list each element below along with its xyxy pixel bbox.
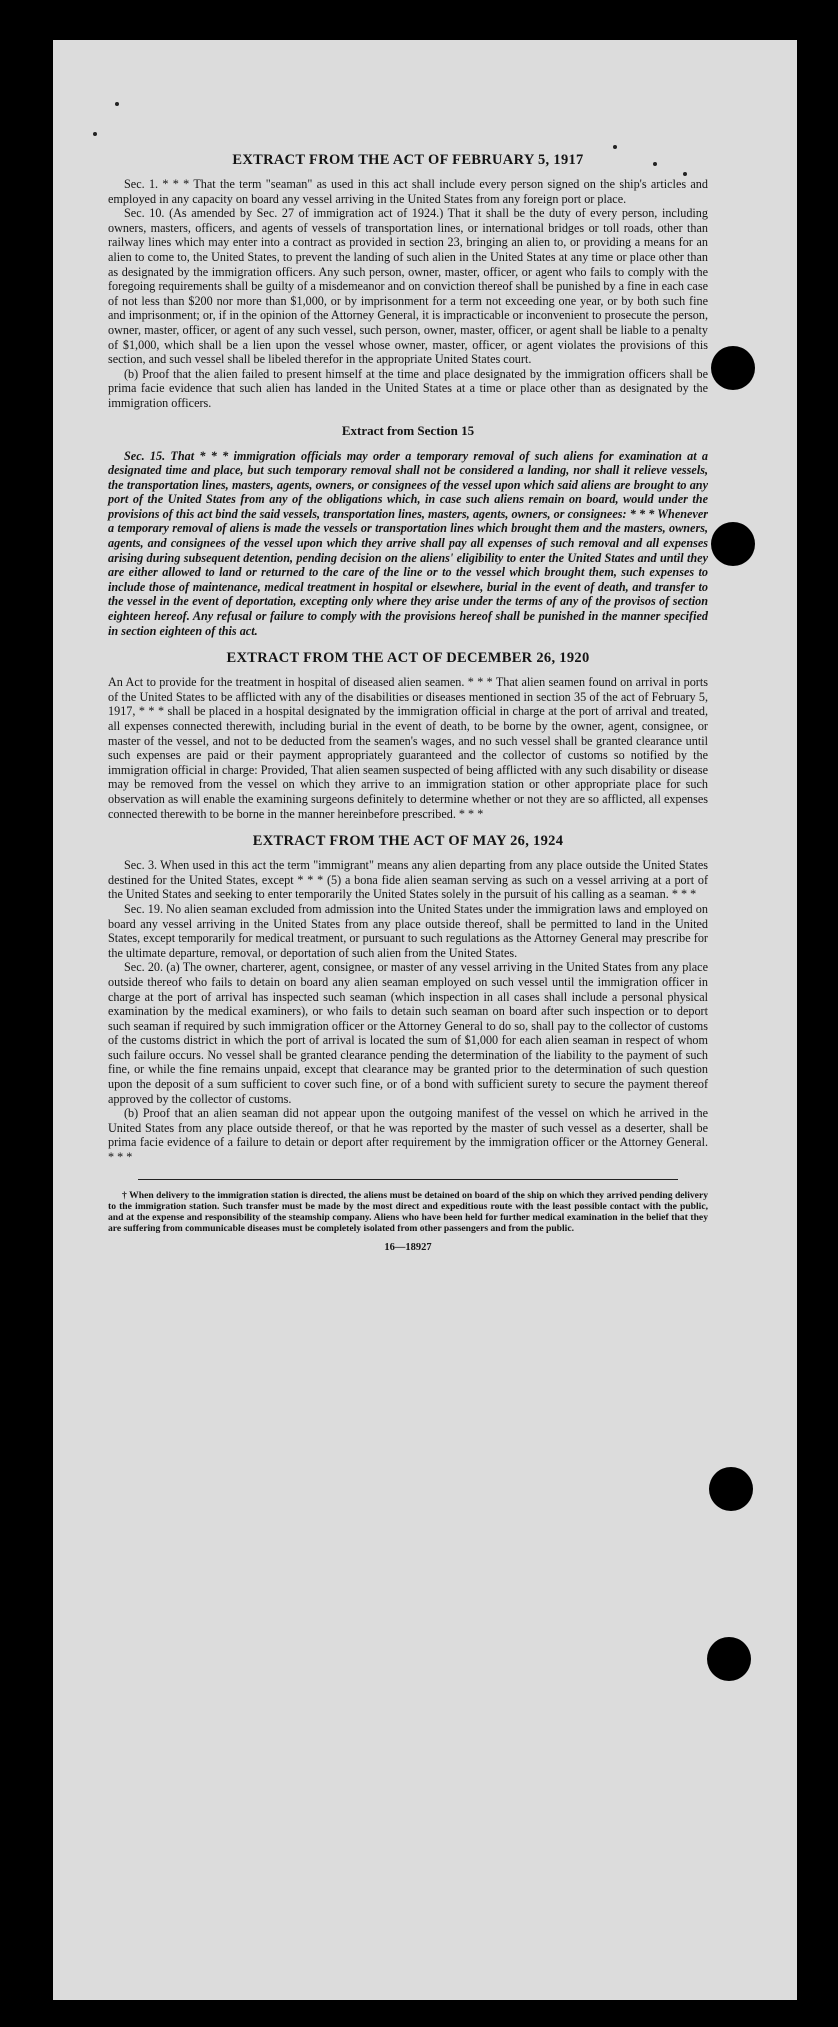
paragraph-sec-20a: Sec. 20. (a) The owner, charterer, agent, consignee, or master of any vessel arriving in the United States from any place outside thereof who fails to detain on board any alien seaman employed on such vessel until the immigration officer in charge at the port of arrival has inspected such seaman (which inspection in all cases shall include a personal physical examination by the medical examiners), or who fails to detain such seaman on board after such inspection or to deport such seaman if required by such immigration officer or the Attorney General to do so, shall pay to the collector of customs of the customs district in which the port of arrival is located the sum of $1,000 for each alien seaman in respect of whom such failure occurs. No vessel shall be granted clearance pending the determination of the liability to the payment of such fine, or while the fine remains unpaid, except that clearance may be granted prior to the determination of such question upon the deposit of a sum sufficient to cover such fine, or of a bond with sufficient surety to secure the payment thereof approved by the collector of customs.	[108, 960, 708, 1106]
footnote-divider	[138, 1179, 678, 1180]
paragraph-sec-15: Sec. 15. That * * * immigration officials may order a temporary removal of such aliens for examination at a designated time and place, but such temporary removal shall not be considered a landing, nor shall it relieve vessels, the transportation lines, masters, agents, owners, or consignees of the vessel upon which said aliens are brought to any port of the United States from any of the obligations which, in case such aliens remain on board, would under the provisions of this act bind the said vessels, transportation lines, masters, agents, owners, or consignees: * * * Whenever a temporary removal of aliens is made the vessels or transportation lines which brought them and the masters, owners, agents, and consignees of the vessel upon which they arrive shall pay all expenses of such removal and all expenses arising during subsequent detention, pending decision on the aliens' eligibility to enter the United States and until they are either allowed to land or returned to the care of the line or to the vessel which brought them, such expenses to include those of maintenance, medical treatment in hospital or elsewhere, burial in the event of death, and transfer to the vessel in the event of deportation, excepting only where they arise under the terms of any of the provisos of section eighteen hereof. Any refusal or failure to comply with the provisions hereof shall be punished in the manner specified in section eighteen of this act.	[108, 448, 708, 638]
print-speck	[613, 145, 617, 149]
spacer	[108, 638, 708, 650]
form-code: 16—18927	[384, 1242, 432, 1254]
heading-act-1920: EXTRACT FROM THE ACT OF DECEMBER 26, 1920	[226, 650, 590, 667]
paragraph-sec-10: Sec. 10. (As amended by Sec. 27 of immigration act of 1924.) That it shall be the duty of every person, including owners, masters, officers, and agents of vessels of transportation lines, or international bridges or toll roads, other than railway lines which may enter into a contract as provided in section 23, bringing an alien to, or providing a means for an alien to come to, the United States, to prevent the landing of such alien in the United States at any time or place other than as designated by the immigration officers. Any such person, owner, master, officer, or agent who fails to comply with the foregoing requirements shall be guilty of a misdemeanor and on conviction thereof shall be punished by a fine in each case of not less than $200 nor more than $1,000, or by imprisonment for a term not exceeding one year, or by both such fine and imprisonment; or, if in the opinion of the Attorney General, it is impracticable or inconvenient to prosecute the person, owner, master, officer, or agent of any such vessel, such person, owner, master, officer, or agent shall be liable to a penalty of $1,000, which shall be a lien upon the vessel whose owner, master, officer, or agent violates the provisions of this section, and such vessel shall be libeled therefor in the appropriate United States court.	[108, 206, 708, 367]
punch-hole	[707, 1637, 751, 1681]
punch-hole	[711, 522, 755, 566]
paragraph-sec-3: Sec. 3. When used in this act the term "immigrant" means any alien departing from any place outside the United States destined for the United States, except * * * (5) a bona fide alien seaman serving as such on a vessel arriving at a port of the United States and seeking to enter temporarily the United States solely in the pursuit of his calling as a seaman. * * *	[108, 858, 708, 902]
paragraph-sec-10b: (b) Proof that the alien failed to present himself at the time and place designated by the immigration officers shall be prima facie evidence that such alien has landed in the United States at a time or place other than as designated by the immigration officers.	[108, 366, 708, 410]
paragraph-sec-20b: (b) Proof that an alien seaman did not appear upon the outgoing manifest of the vessel on which he arrived in the United States from any place outside thereof, or that he was reported by the master of such vessel as a deserter, shall be prima facie evidence of a failure to detain or deport after requirement by the immigration officer or the Attorney General. * * *	[108, 1106, 708, 1165]
heading-act-1917: EXTRACT FROM THE ACT OF FEBRUARY 5, 1917	[232, 152, 584, 168]
print-speck	[93, 132, 97, 136]
punch-hole	[711, 346, 755, 390]
footnote: † When delivery to the immigration station is directed, the aliens must be detained on board of the ship on which they arrived pending delivery to the immigration station. Such transfer must be made by the most direct and expeditious route with the least possible contact with the public, and at the expense and responsibility of the steamship company. Aliens who have been held for further medical examination in the belief that they are suffering from communicable diseases must be completely isolated from other passengers and from the public.	[108, 1189, 708, 1235]
paragraph-sec-19: Sec. 19. No alien seaman excluded from admission into the United States under the immigration laws and employed on board any vessel arriving in the United States from any place outside thereof, shall be permitted to land in the United States, except temporarily for medical treatment, or pursuant to such regulations as the Attorney General may prescribe for the ultimate departure, removal, or deportation of such alien from the United States.	[108, 901, 708, 960]
spacer	[108, 821, 708, 833]
heading-act-1924: EXTRACT FROM THE ACT OF MAY 26, 1924	[252, 833, 564, 850]
punch-hole	[709, 1467, 753, 1511]
heading-section-15: Extract from Section 15	[341, 422, 475, 438]
paragraph-act-1920: An Act to provide for the treatment in hospital of diseased alien seamen. * * * That alien seamen found on arrival in ports of the United States to be afflicted with any of the disabilities or diseases mentioned in section 35 of the act of February 5, 1917, * * * shall be placed in a hospital designated by the immigration official in charge at the port of arrival and treated, all expenses connected therewith, including burial in the event of death, to be borne by the owner, agent, consignee, or master of the vessel, and not to be deducted from the seamen's wages, and no such vessel shall be granted clearance until such expenses are paid or their payment appropriately guaranteed and the collector of customs so notified by the immigration official in charge: Provided, That alien seamen suspected of being afflicted with any such disability or disease may be removed from the vessel on which they arrive to an immigration station or other appropriate place for such observation as will enable the examining surgeons definitely to determine whether or not they are so afflicted, all expenses connected therewith to be borne in the manner hereinbefore prescribed. * * *	[108, 675, 708, 821]
paragraph-sec-1: Sec. 1. * * * That the term "seaman" as used in this act shall include every person signed on the ship's articles and employed in any capacity on board any vessel arriving in the United States from any foreign port or place.	[108, 177, 708, 206]
document-text	[108, 152, 708, 1253]
print-speck	[115, 102, 119, 106]
